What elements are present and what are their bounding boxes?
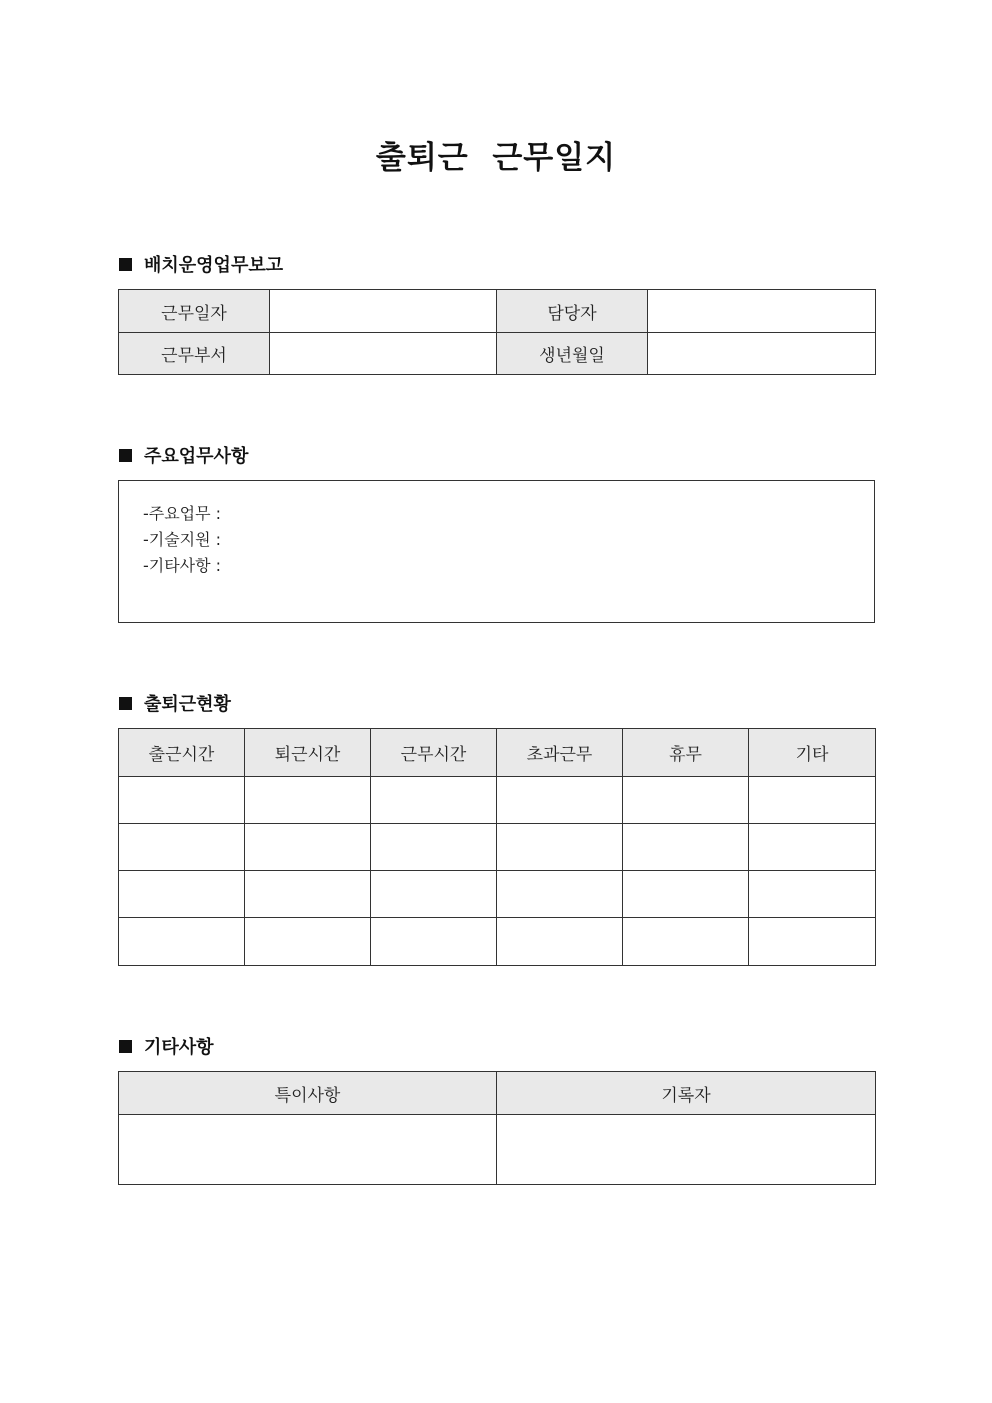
section-heading-attendance — [119, 691, 231, 715]
table-cell[interactable] — [497, 871, 623, 918]
other-table — [118, 1071, 876, 1185]
table-cell[interactable] — [497, 777, 623, 824]
table-cell[interactable] — [245, 918, 371, 966]
column-header-clock-out: 퇴근시간 — [245, 729, 371, 777]
table-cell[interactable] — [623, 871, 749, 918]
manager-field[interactable] — [648, 290, 876, 333]
attendance-table — [118, 728, 876, 966]
task-line-other: -기타사항 : — [143, 556, 222, 575]
task-line-tech-support: -기술지원 : — [143, 530, 222, 549]
table-cell[interactable] — [371, 918, 497, 966]
label-work-date: 근무일자 — [119, 290, 270, 333]
recorder-field[interactable] — [497, 1115, 876, 1185]
table-row — [119, 871, 876, 918]
table-row — [119, 1115, 876, 1185]
task-line-main: -주요업무 : — [143, 504, 222, 523]
table-cell[interactable] — [245, 777, 371, 824]
table-cell[interactable] — [371, 777, 497, 824]
column-header-recorder: 기록자 — [497, 1072, 876, 1115]
department-field[interactable] — [270, 333, 497, 375]
report-table — [118, 289, 876, 375]
table-row — [119, 777, 876, 824]
table-cell[interactable] — [497, 824, 623, 871]
table-cell[interactable] — [623, 824, 749, 871]
section-heading-label: 기타사항 — [144, 1037, 214, 1058]
square-bullet-icon — [119, 697, 132, 710]
column-header-day-off: 휴무 — [623, 729, 749, 777]
birthdate-field[interactable] — [648, 333, 876, 375]
table-cell[interactable] — [119, 918, 245, 966]
table-cell[interactable] — [623, 777, 749, 824]
label-department: 근무부서 — [119, 333, 270, 375]
table-cell[interactable] — [749, 777, 876, 824]
label-manager: 담당자 — [497, 290, 648, 333]
table-cell[interactable] — [371, 871, 497, 918]
table-row — [119, 918, 876, 966]
work-date-field[interactable] — [270, 290, 497, 333]
section-heading-report — [119, 252, 283, 276]
section-heading-label: 배치운영업무보고 — [144, 255, 284, 276]
main-tasks-box[interactable] — [118, 480, 875, 623]
table-row — [119, 824, 876, 871]
table-cell[interactable] — [371, 824, 497, 871]
section-heading-label: 주요업무사항 — [144, 446, 249, 467]
section-heading-other — [119, 1034, 214, 1058]
column-header-special-notes: 특이사항 — [119, 1072, 497, 1115]
column-header-work-hours: 근무시간 — [371, 729, 497, 777]
square-bullet-icon — [119, 258, 132, 271]
square-bullet-icon — [119, 449, 132, 462]
label-birthdate: 생년월일 — [497, 333, 648, 375]
table-cell[interactable] — [749, 824, 876, 871]
section-heading-main-tasks — [119, 443, 248, 467]
special-notes-field[interactable] — [119, 1115, 497, 1185]
table-cell[interactable] — [245, 871, 371, 918]
table-cell[interactable] — [119, 871, 245, 918]
table-cell[interactable] — [119, 824, 245, 871]
column-header-etc: 기타 — [749, 729, 876, 777]
square-bullet-icon — [119, 1040, 132, 1053]
page-title: 출퇴근 근무일지 — [375, 140, 617, 176]
column-header-overtime: 초과근무 — [497, 729, 623, 777]
section-heading-label: 출퇴근현황 — [144, 694, 231, 715]
column-header-clock-in: 출근시간 — [119, 729, 245, 777]
table-cell[interactable] — [119, 777, 245, 824]
table-cell[interactable] — [497, 918, 623, 966]
table-cell[interactable] — [749, 918, 876, 966]
table-cell[interactable] — [749, 871, 876, 918]
table-cell[interactable] — [623, 918, 749, 966]
table-cell[interactable] — [245, 824, 371, 871]
